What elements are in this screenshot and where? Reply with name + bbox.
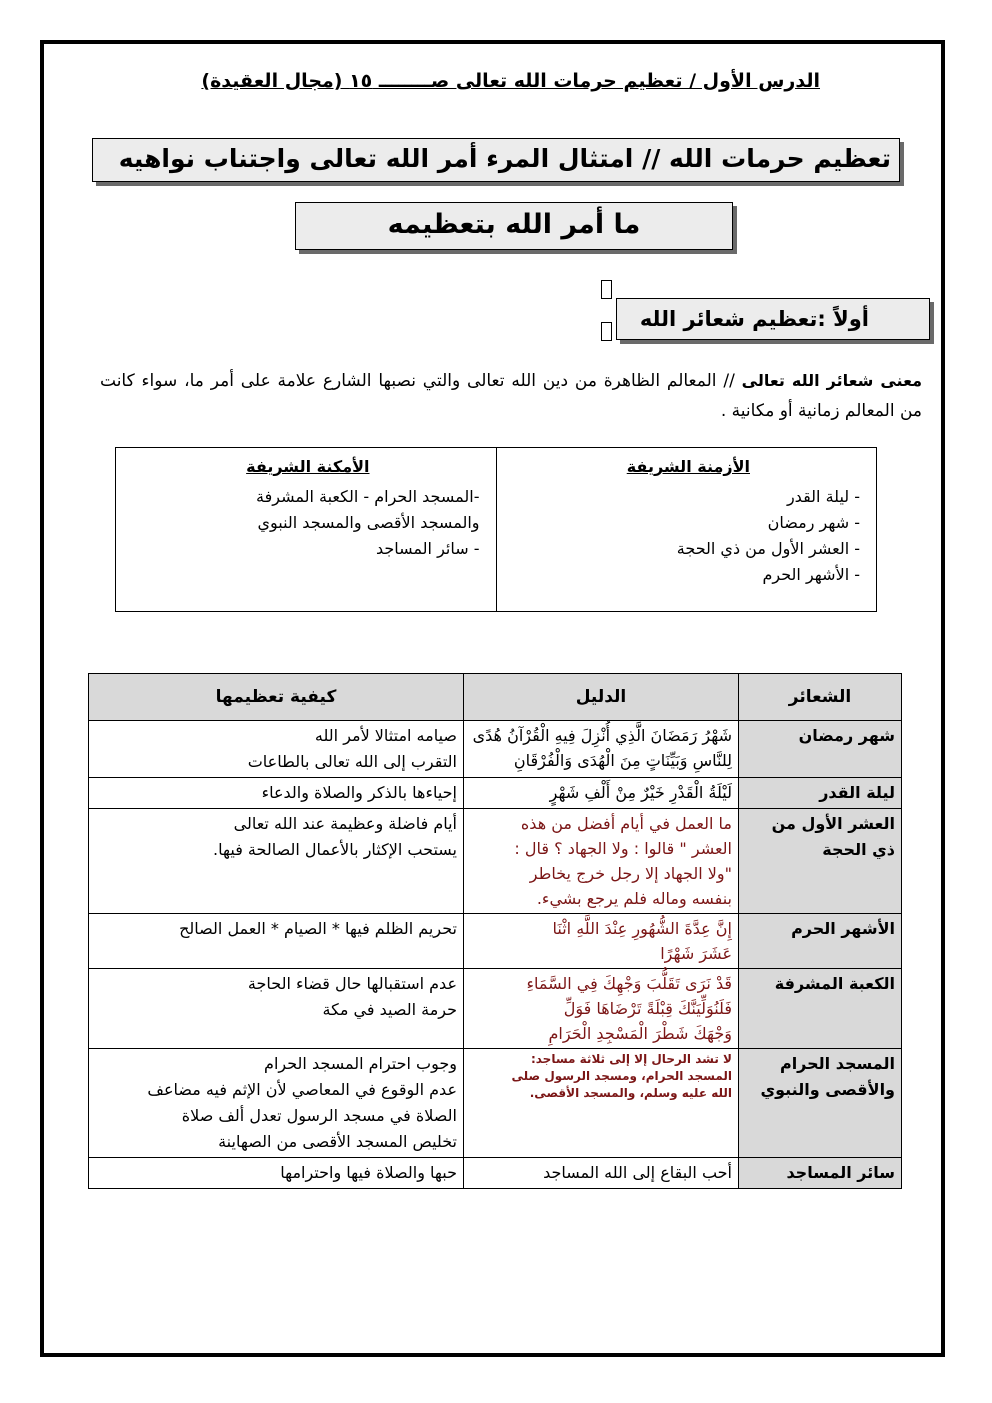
list-item: -المسجد الحرام - الكعبة المشرفة	[256, 487, 480, 506]
how-line: التقرب إلى الله تعالى بالطاعات	[247, 752, 457, 771]
proof-cell	[464, 721, 739, 778]
how-line: حرمة الصيد في مكة	[322, 1000, 457, 1019]
proof-cell	[464, 1049, 739, 1158]
how-line: صيامه امتثالا لأمر الله	[314, 726, 457, 745]
how-line: الصلاة في مسجد الرسول تعدل ألف صلاة	[181, 1106, 457, 1125]
proof-cell	[464, 969, 739, 1049]
definition-text: المعالم الظاهرة من دين الله تعالى والتي نصبها الشارع علامة على أمر ما، سواء كانت من المعالم زمانية أو مكانية .	[100, 371, 922, 421]
proof-cell	[464, 1158, 739, 1189]
sacred-times-places-box	[115, 447, 877, 612]
list-item: - الأشهر الحرم	[762, 565, 860, 584]
table-row	[89, 721, 902, 778]
list-item: - ليلة القدر	[786, 487, 860, 506]
proof-line: بنفسه وماله فلم يرجع بشيء.	[536, 889, 732, 908]
header-how: كيفية تعظيمها	[89, 674, 464, 721]
how-line: عدم استقبالها حال قضاء الحاجة	[247, 974, 457, 993]
sacred-times-column	[497, 448, 877, 611]
how-line: وجوب احترام المسجد الحرام	[264, 1054, 457, 1073]
proof-line: وَجْهَكَ شَطْرَ الْمَسْجِدِ الْحَرَامِ	[548, 1024, 732, 1043]
definition-term: معنى شعائر الله تعالى	[741, 371, 923, 390]
how-line: إحياءها بالذكر والصلاة والدعاء	[261, 783, 457, 802]
definition-separator: //	[716, 371, 742, 391]
sacred-places-column	[116, 448, 497, 611]
subbanner: ما أمر الله بتعظيمه	[295, 202, 733, 250]
list-item: - العشر الأول من ذي الحجة	[676, 539, 860, 558]
how-cell	[89, 1049, 464, 1158]
rite-cell: المسجد الحرام والأقصى والنبوي	[739, 1049, 902, 1158]
table-row	[89, 914, 902, 969]
how-cell	[89, 969, 464, 1049]
checkbox-glyph	[601, 322, 612, 341]
proof-line: شَهْرُ رَمَضَانَ الَّذِي أُنْزِلَ فِيهِ الْقُرْآنُ هُدًى	[472, 726, 732, 745]
header-proof: الدليل	[464, 674, 739, 721]
proof-line: فَلَنُوَلِّيَنَّكَ قِبْلَةً تَرْضَاهَا فَوَلِّ	[563, 999, 732, 1018]
how-cell	[89, 809, 464, 914]
proof-cell	[464, 778, 739, 809]
sacred-places-heading: الأمكنة الشريفة	[246, 457, 370, 476]
proof-line: لَيْلَةُ الْقَدْرِ خَيْرٌ مِنْ أَلْفِ شَهْرٍ	[549, 783, 732, 802]
list-item: - سائر المساجد	[375, 539, 480, 558]
rite-cell: الأشهر الحرم	[739, 914, 902, 969]
table-row	[89, 778, 902, 809]
proof-line: لِلنَّاسِ وَبَيِّنَاتٍ مِنَ الْهُدَى وَالْفُرْقَانِ	[513, 751, 732, 770]
proof-line: العشر " قالوا : ولا الجهاد ؟ قال :	[514, 839, 732, 858]
rites-table	[88, 673, 902, 1189]
table-row	[89, 809, 902, 914]
proof-line: أحب البقاع إلى الله المساجد	[543, 1163, 732, 1182]
proof-line: "ولا الجهاد إلا رجل خرج يخاطر	[529, 864, 732, 883]
proof-cell	[464, 809, 739, 914]
proof-cell	[464, 914, 739, 969]
definition-paragraph	[100, 366, 922, 426]
sacred-times-heading: الأزمنة الشريفة	[626, 457, 750, 476]
table-header-row	[89, 674, 902, 721]
how-cell	[89, 721, 464, 778]
lesson-title: الدرس الأول / تعظيم حرمات الله تعالى صــــــــ ١٥ (مجال العقيدة)	[201, 70, 820, 92]
proof-line: المسجد الحرام، ومسجد الرسول صلى	[511, 1069, 732, 1083]
how-line: يستحب الإكثار بالأعمال الصالحة فيها.	[213, 840, 457, 859]
proof-line: الله عليه وسلم، والمسجد الأقصى.	[529, 1086, 732, 1100]
rite-cell: سائر المساجد	[739, 1158, 902, 1189]
proof-line: إِنَّ عِدَّةَ الشُّهُورِ عِنْدَ اللَّهِ اثْنَا	[552, 919, 732, 938]
rite-cell: شهر رمضان	[739, 721, 902, 778]
section-heading: أولاً :تعظيم شعائر الله	[616, 298, 930, 340]
how-cell	[89, 778, 464, 809]
checkbox-glyph	[601, 280, 612, 299]
list-item: - شهر رمضان	[767, 513, 860, 532]
how-line: حبها والصلاة فيها واحترامها	[280, 1163, 457, 1182]
rite-cell: العشر الأول من ذي الحجة	[739, 809, 902, 914]
main-banner: تعظيم حرمات الله // امتثال المرء أمر الله تعالى واجتناب نواهيه	[92, 138, 900, 182]
proof-line: قَدْ نَرَى تَقَلُّبَ وَجْهِكَ فِي السَّمَاءِ	[526, 974, 732, 993]
how-cell	[89, 914, 464, 969]
rite-cell: الكعبة المشرفة	[739, 969, 902, 1049]
header-rite: الشعائر	[739, 674, 902, 721]
table-row	[89, 1158, 902, 1189]
proof-line: لا تشد الرحال إلا إلى ثلاثة مساجد:	[530, 1052, 732, 1066]
how-line: عدم الوقوع في المعاصي لأن الإثم فيه مضاعف	[147, 1080, 457, 1099]
proof-line: عَشَرَ شَهْرًا	[660, 944, 732, 963]
how-line: أيام فاضلة وعظيمة عند الله تعالى	[233, 814, 457, 833]
how-line: تخليص المسجد الأقصى من الصهاينة	[218, 1132, 457, 1151]
table-row	[89, 1049, 902, 1158]
how-line: تحريم الظلم فيها * الصيام * العمل الصالح	[179, 919, 457, 938]
how-cell	[89, 1158, 464, 1189]
list-item: والمسجد الأقصى والمسجد النبوي	[257, 513, 480, 532]
rite-cell: ليلة القدر	[739, 778, 902, 809]
proof-line: ما العمل في أيام أفضل من هذه	[520, 814, 732, 833]
table-row	[89, 969, 902, 1049]
